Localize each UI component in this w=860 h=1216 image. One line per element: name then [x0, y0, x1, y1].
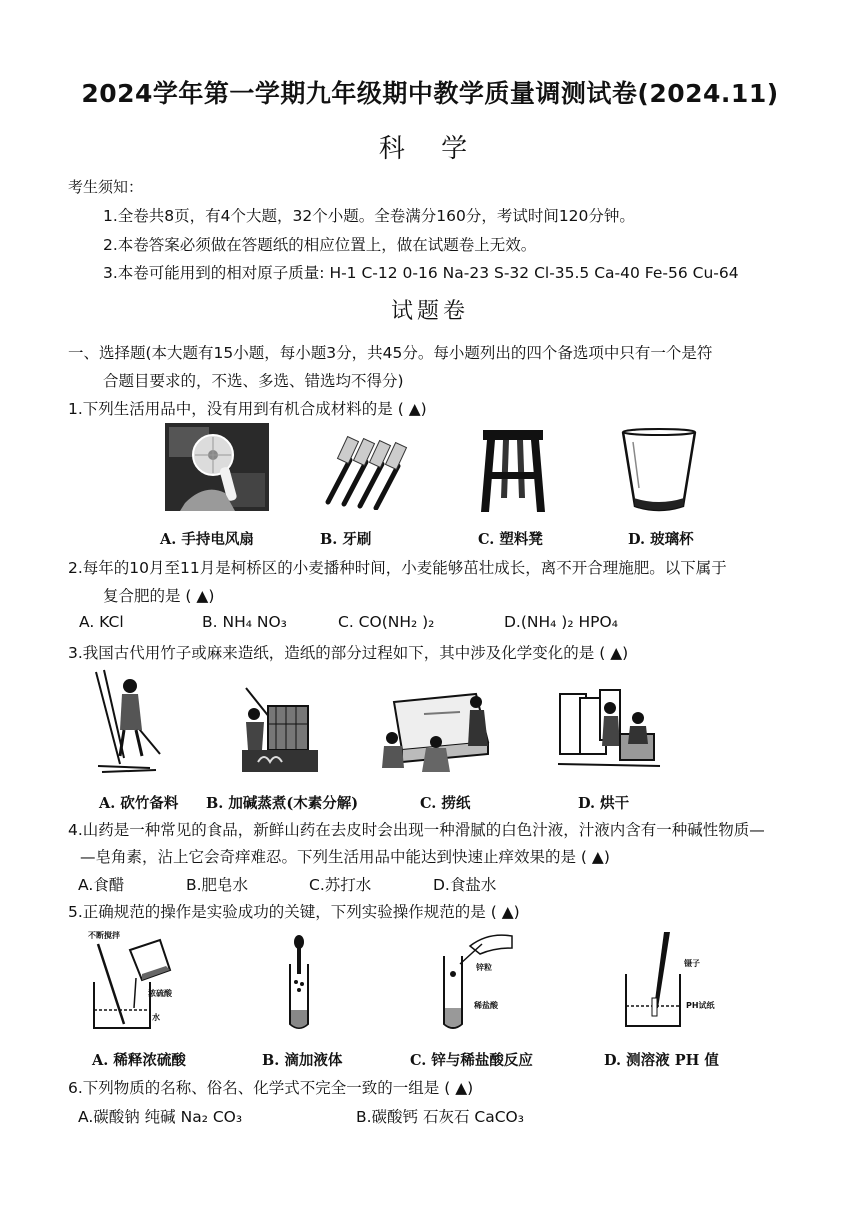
q2-option-a: A. KCl	[79, 613, 124, 631]
section-intro-line1: 一、选择题(本大题有15小题，每小题3分，共45分。每小题列出的四个备选项中只有一个是符	[68, 344, 713, 362]
q4-option-b: B.肥皂水	[186, 876, 249, 894]
q3-stem: 3.我国古代用竹子或麻来造纸，造纸的部分过程如下，其中涉及化学变化的是 ( ▲)	[68, 644, 629, 662]
q6-option-a: A.碳酸钠 纯碱 Na₂ CO₃	[78, 1108, 243, 1126]
q5-caption-c: C. 锌与稀盐酸反应	[410, 1052, 533, 1069]
q1-plastic-stool-image	[477, 428, 549, 514]
q6-option-b: B.碳酸钙 石灰石 CaCO₃	[356, 1108, 524, 1126]
note-item-2: 2.本卷答案必须做在答题纸的相应位置上，做在试题卷上无效。	[103, 236, 537, 254]
q3-caption-c: C. 捞纸	[420, 795, 471, 812]
q5-label-ph-paper: PH试纸	[686, 1001, 715, 1010]
q3-caption-b: B. 加碱蒸煮(木素分解)	[206, 795, 359, 812]
q2-stem-line2: 复合肥的是 ( ▲)	[103, 587, 215, 605]
q4-option-d: D.食盐水	[433, 876, 497, 894]
q5-caption-a: A. 稀释浓硫酸	[92, 1052, 186, 1069]
q2-option-c: C. CO(NH₂ )₂	[338, 613, 435, 631]
q1-fan-image	[165, 423, 269, 511]
q1-caption-a: A. 手持电风扇	[160, 531, 254, 548]
exam-title: 2024学年第一学期九年级期中教学质量调测试卷(2024.11)	[81, 79, 779, 108]
q5-zinc-reaction-figure	[440, 928, 530, 1034]
q1-caption-b: B. 牙刷	[320, 531, 372, 548]
note-item-1: 1.全卷共8页，有4个大题，32个小题。全卷满分160分，考试时间120分钟。	[103, 207, 635, 225]
q3-drying-image	[554, 684, 664, 776]
q3-boiling-image	[238, 684, 320, 776]
q1-caption-d: D. 玻璃杯	[628, 531, 694, 548]
q4-option-a: A.食醋	[78, 876, 125, 894]
section-intro-line2: 合题目要求的，不选、多选、错选均不得分)	[103, 372, 404, 390]
q5-ph-test-figure	[622, 928, 734, 1034]
q5-stem: 5.正确规范的操作是实验成功的关键，下列实验操作规范的是 ( ▲)	[68, 903, 520, 921]
q5-caption-d: D. 测溶液 PH 值	[604, 1052, 719, 1069]
q1-toothbrush-image	[320, 430, 412, 510]
q5-label-water: 水	[152, 1013, 160, 1022]
subject-title: 科 学	[378, 134, 482, 164]
note-item-3: 3.本卷可能用到的相对原子质量: H-1 C-12 0-16 Na-23 S-32 Cl-35.5 Ca-40 Fe-56 Cu-64	[103, 264, 739, 282]
q2-stem-line1: 2.每年的10月至11月是柯桥区的小麦播种时间，小麦能够茁壮成长，离不开合理施肥。以下属于	[68, 559, 727, 577]
q4-stem-line2: —皂角素，沾上它会奇痒难忍。下列生活用品中能达到快速止痒效果的是 ( ▲)	[80, 848, 610, 866]
notes-heading: 考生须知：	[68, 178, 144, 196]
q6-stem: 6.下列物质的名称、俗名、化学式不完全一致的一组是 ( ▲)	[68, 1079, 474, 1097]
q4-option-c: C.苏打水	[309, 876, 372, 894]
q5-label-concentrated-acid: 浓硫酸	[148, 989, 172, 998]
q2-option-b: B. NH₄ NO₃	[202, 613, 287, 631]
q1-glass-cup-image	[619, 428, 699, 514]
q5-label-tweezers: 镊子	[684, 959, 700, 968]
q5-dilute-acid-figure	[84, 928, 188, 1034]
q3-scooping-paper-image	[380, 684, 496, 776]
q3-caption-d: D. 烘干	[578, 795, 630, 812]
q1-stem: 1.下列生活用品中，没有用到有机合成材料的是 ( ▲)	[68, 400, 427, 418]
q5-label-dilute-hcl: 稀盐酸	[474, 1001, 498, 1010]
q4-stem-line1: 4.山药是一种常见的食品，新鲜山药在去皮时会出现一种滑腻的白色汁液，汁液内含有一种碱性物质—	[68, 821, 765, 839]
q2-option-d: D.(NH₄ )₂ HPO₄	[504, 613, 618, 631]
q3-caption-a: A. 砍竹备料	[99, 795, 179, 812]
q5-label-zinc: 锌粒	[476, 963, 492, 972]
q3-cutting-bamboo-image	[90, 668, 168, 774]
q5-label-stir: 不断搅拌	[88, 931, 120, 940]
q1-caption-c: C. 塑料凳	[478, 531, 543, 548]
q5-caption-b: B. 滴加液体	[262, 1052, 343, 1069]
section-title: 试题卷	[390, 299, 469, 324]
q5-dropper-figure	[284, 934, 314, 1032]
